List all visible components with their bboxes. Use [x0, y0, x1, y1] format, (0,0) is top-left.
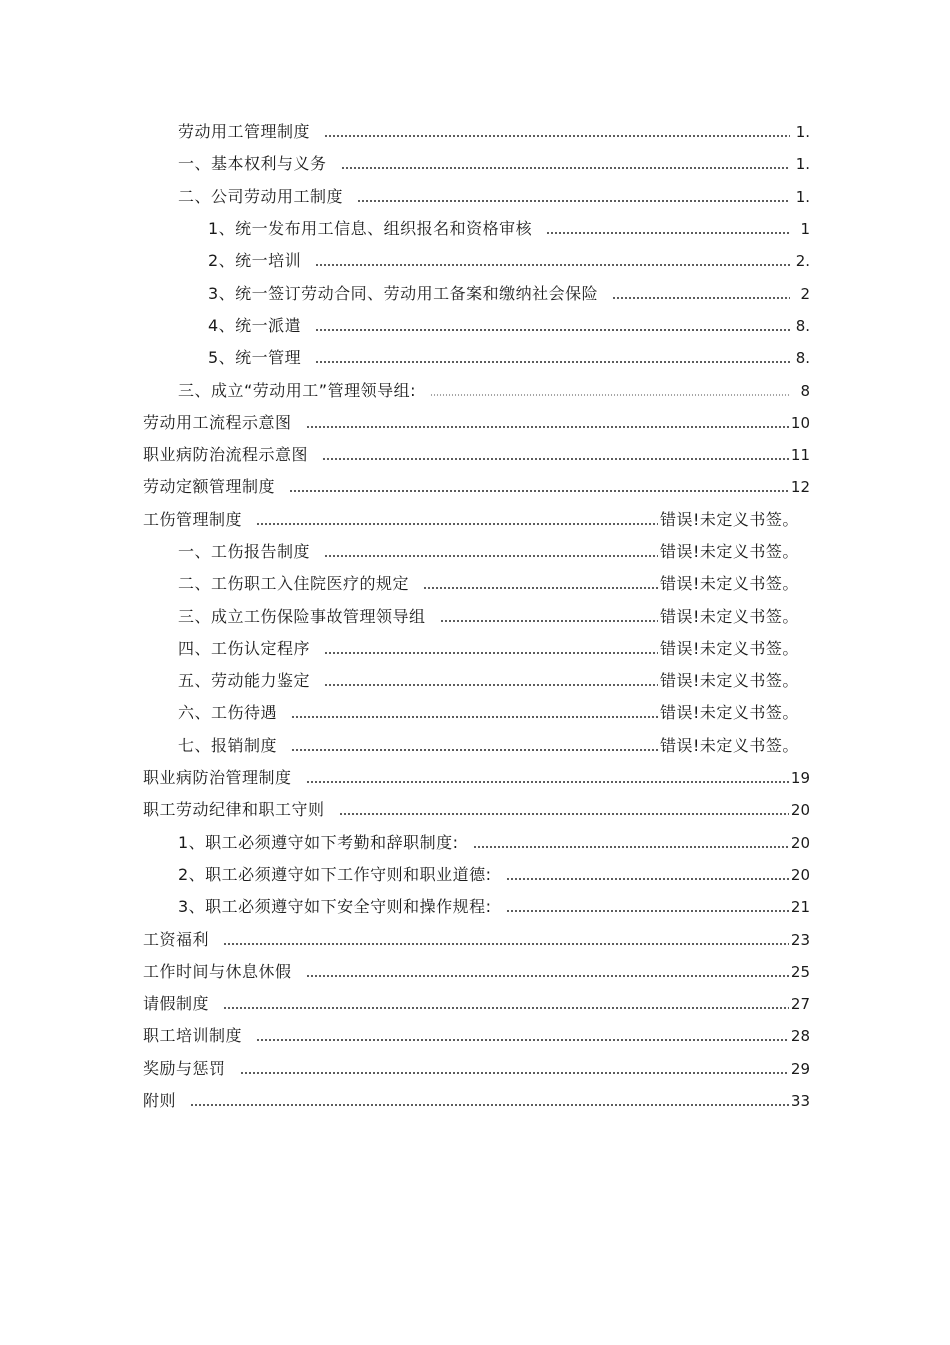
toc-entry-title: 附则	[143, 1091, 177, 1111]
toc-entry-title: 三、成立“劳动用工”管理领导组:	[178, 380, 416, 400]
toc-entry-page: 错误!未定义书签。	[660, 638, 799, 658]
dot-leader	[306, 426, 789, 428]
toc-entry-title: 六、工伤待遇	[178, 703, 278, 723]
toc-entry[interactable]	[0, 148, 950, 180]
toc-entry-title: 工作时间与休息休假	[143, 961, 292, 981]
toc-entry-page: 1	[800, 220, 810, 239]
toc-entry-page: 8.	[795, 316, 810, 335]
toc-entry[interactable]	[0, 439, 950, 471]
toc-entry-page: 8	[800, 381, 810, 400]
toc-entry-title: 劳动用工流程示意图	[143, 412, 292, 432]
toc-entry[interactable]	[0, 536, 950, 568]
toc-entry[interactable]	[0, 374, 950, 406]
toc-entry-title: 职工培训制度	[143, 1026, 243, 1046]
toc-entry-page: 2.	[795, 252, 810, 271]
toc-entry-title: 一、基本权利与义务	[178, 154, 327, 174]
dot-leader	[223, 943, 789, 945]
toc-entry[interactable]	[0, 923, 950, 955]
toc-entry-page: 1.	[795, 123, 810, 142]
toc-entry-page: 21	[790, 898, 810, 917]
toc-entry-title: 四、工伤认定程序	[178, 638, 311, 658]
dot-leader	[430, 394, 790, 396]
toc-entry[interactable]	[0, 730, 950, 762]
toc-entry-title: 奖励与惩罚	[143, 1058, 226, 1078]
toc-entry-title: 二、工伤职工入住院医疗的规定	[178, 574, 410, 594]
dot-leader	[324, 135, 790, 137]
toc-entry-title: 2、统一培训	[208, 251, 302, 271]
toc-entry-title: 3、职工必须遵守如下安全守则和操作规程:	[178, 897, 492, 917]
toc-entry-page: 33	[790, 1092, 810, 1111]
toc-entry-page: 错误!未定义书签。	[660, 574, 799, 594]
toc-entry[interactable]	[0, 407, 950, 439]
dot-leader	[240, 1072, 789, 1074]
toc-entry-page: 27	[790, 995, 810, 1014]
toc-entry-page: 错误!未定义书签。	[660, 703, 799, 723]
dot-leader	[339, 813, 789, 815]
toc-entry-title: 一、工伤报告制度	[178, 542, 311, 561]
toc-entry[interactable]	[0, 245, 950, 277]
toc-entry-title: 工资福利	[143, 929, 210, 949]
toc-entry-page: 20	[790, 801, 810, 820]
dot-leader	[341, 167, 790, 169]
toc-entry-title: 五、劳动能力鉴定	[178, 671, 311, 691]
dot-leader	[289, 490, 789, 492]
dot-leader	[291, 716, 658, 718]
toc-entry-page: 错误!未定义书签。	[660, 671, 799, 691]
dot-leader	[506, 878, 789, 880]
toc-entry-title: 2、职工必须遵守如下工作守则和职业道德:	[178, 864, 492, 884]
toc-entry-page: 20	[790, 865, 810, 884]
dot-leader	[223, 1007, 789, 1009]
dot-leader	[473, 846, 789, 848]
toc-entry-page: 错误!未定义书签。	[660, 509, 799, 529]
toc-entry[interactable]	[0, 213, 950, 245]
dot-leader	[256, 523, 658, 525]
toc-entry-page: 20	[790, 833, 810, 852]
dot-leader	[324, 652, 658, 654]
toc-entry-title: 二、公司劳动用工制度	[178, 186, 344, 206]
dot-leader	[306, 781, 789, 783]
toc-entry[interactable]	[0, 471, 950, 503]
toc-entry[interactable]	[0, 181, 950, 213]
toc-entry[interactable]	[0, 504, 950, 536]
toc-entry[interactable]	[0, 794, 950, 826]
dot-leader	[357, 200, 790, 202]
toc-entry-page: 1.	[795, 187, 810, 206]
toc-entry-page: 错误!未定义书签。	[660, 542, 799, 561]
dot-leader	[324, 555, 658, 557]
toc-entry[interactable]	[0, 859, 950, 891]
dot-leader	[291, 749, 658, 751]
toc-entry-title: 工伤管理制度	[143, 509, 243, 529]
dot-leader	[440, 620, 658, 622]
toc-entry[interactable]	[0, 1020, 950, 1052]
toc-entry[interactable]	[0, 762, 950, 794]
toc-entry[interactable]	[0, 665, 950, 697]
toc-entry-page: 29	[790, 1059, 810, 1078]
toc-entry-page: 23	[790, 930, 810, 949]
dot-leader	[315, 361, 790, 363]
dot-leader	[546, 232, 790, 234]
toc-entry-page: 错误!未定义书签。	[660, 606, 799, 626]
toc-entry-title: 请假制度	[143, 994, 210, 1014]
toc-entry[interactable]	[0, 116, 950, 148]
toc-entry[interactable]	[0, 310, 950, 342]
dot-leader	[306, 975, 789, 977]
toc-entry-page: 错误!未定义书签。	[660, 735, 799, 755]
dot-leader	[256, 1039, 789, 1041]
toc-entry[interactable]	[0, 568, 950, 600]
dot-leader	[324, 684, 658, 686]
toc-entry[interactable]	[0, 600, 950, 632]
toc-entry-title: 4、统一派遣	[208, 315, 302, 335]
toc-entry[interactable]	[0, 277, 950, 309]
dot-leader	[423, 587, 658, 589]
toc-entry-title: 劳动定额管理制度	[143, 477, 276, 497]
toc-entry-page: 19	[790, 769, 810, 788]
toc-entry[interactable]	[0, 827, 950, 859]
toc-entry-page: 2	[800, 284, 810, 303]
toc-entry-page: 25	[790, 962, 810, 981]
toc-entry[interactable]	[0, 697, 950, 729]
toc-entry-title: 职工劳动纪律和职工守则	[143, 800, 325, 820]
dot-leader	[612, 297, 790, 299]
toc-entry-title: 职业病防治管理制度	[143, 768, 292, 788]
dot-leader	[190, 1104, 789, 1106]
toc-entry-page: 12	[790, 478, 810, 497]
toc-entry-title: 职业病防治流程示意图	[143, 445, 309, 465]
toc-entry-title: 1、职工必须遵守如下考勤和辞职制度:	[178, 832, 459, 852]
toc-entry[interactable]	[0, 633, 950, 665]
toc-entry-title: 5、统一管理	[208, 348, 302, 368]
toc-entry-title: 三、成立工伤保险事故管理领导组	[178, 606, 426, 626]
toc-entry[interactable]	[0, 891, 950, 923]
toc-entry[interactable]	[0, 988, 950, 1020]
toc-entry-page: 11	[790, 446, 810, 465]
toc-entry[interactable]	[0, 342, 950, 374]
toc-entry[interactable]	[0, 1085, 950, 1117]
dot-leader	[506, 910, 789, 912]
dot-leader	[315, 264, 790, 266]
toc-entry[interactable]	[0, 956, 950, 988]
toc-entry[interactable]	[0, 1053, 950, 1085]
dot-leader	[315, 329, 790, 331]
toc-entry-title: 3、统一签订劳动合同、劳动用工备案和缴纳社会保险	[208, 283, 599, 303]
toc-entry-page: 8.	[795, 349, 810, 368]
toc-entry-title: 劳动用工管理制度	[178, 122, 311, 142]
toc-entry-page: 28	[790, 1027, 810, 1046]
dot-leader	[322, 458, 789, 460]
table-of-contents	[0, 116, 950, 1117]
toc-entry-title: 1、统一发布用工信息、组织报名和资格审核	[208, 219, 533, 239]
toc-entry-page: 1.	[795, 155, 810, 174]
toc-entry-title: 七、报销制度	[178, 735, 278, 755]
toc-entry-page: 10	[790, 413, 810, 432]
